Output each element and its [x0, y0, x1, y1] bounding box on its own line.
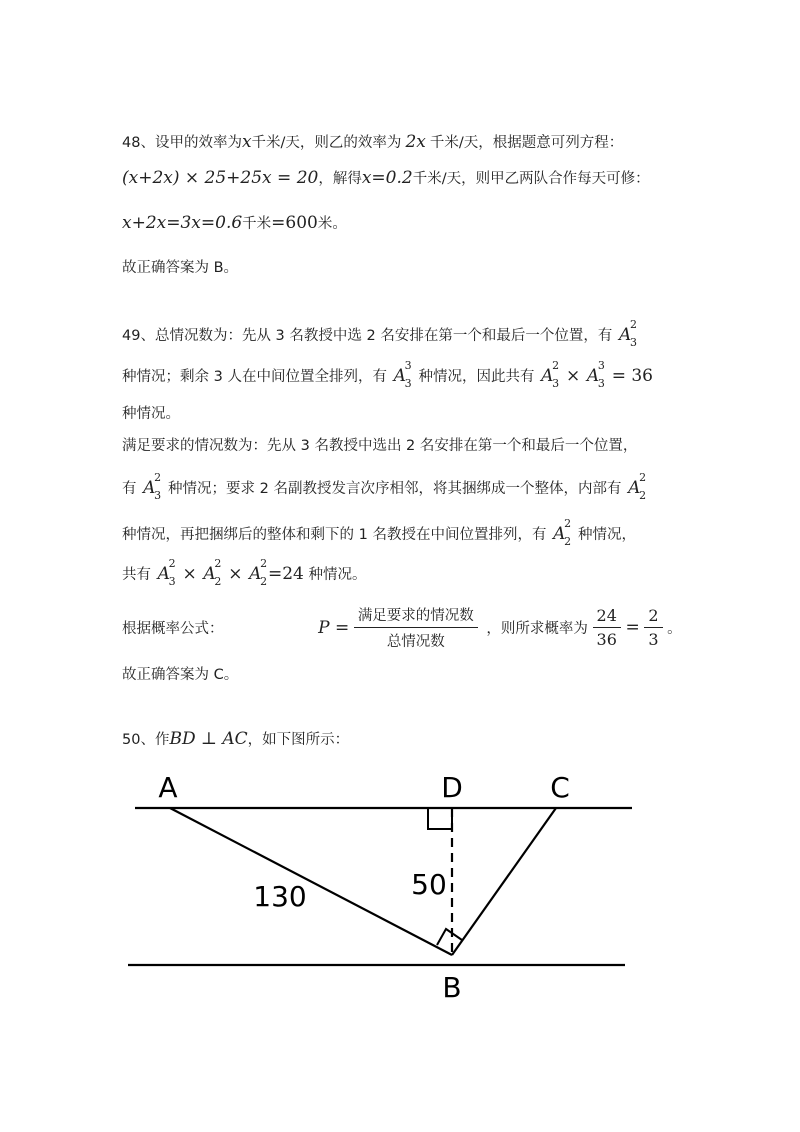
q49-line2: 种情况；剩余 3 人在中间位置全排列，有 A 3 3 种情况，因此共有 A 2 3 × A 3 3 = 36 — [122, 359, 653, 390]
q49-line6: 种情况，再把捆绑后的整体和剩下的 1 名教授在中间位置排列，有 A 2 2 种情况， — [122, 517, 636, 548]
segment-BC — [452, 808, 556, 955]
q50-line1: 50、作BD ⊥ AC，如下图所示： — [122, 729, 350, 749]
q48-line2: (x+2x) × 25+25x = 20，解得x=0.2千米/天，则甲乙两队合作每天可修： — [122, 168, 650, 188]
q49-line7: 共有 A 2 3 × A 2 2 × A 2 2 =24 种情况。 — [122, 557, 367, 588]
label-A: A — [158, 771, 178, 804]
perm-A32: A 2 3 — [618, 318, 637, 349]
q49-line5: 有 A 2 3 种情况；要求 2 名副教授发言次序相邻，将其捆绑成一个整体，内部有 A 2 2 — [122, 471, 647, 502]
segment-AB — [170, 808, 452, 955]
q48-answer: 故正确答案为 B。 — [122, 260, 239, 276]
q49-line3: 种情况。 — [122, 406, 180, 422]
q48-line3: x+2x=3x=0.6千米=600米。 — [122, 213, 347, 233]
label-B: B — [442, 971, 462, 1004]
q48-line1: 48、设甲的效率为x千米/天，则乙的效率为 2x 千米/天，根据题意可列方程： — [122, 132, 624, 152]
length-BD: 50 — [411, 868, 447, 901]
q49-line1: 49、总情况数为：先从 3 名教授中选 2 名安排在第一个和最后一个位置，有 A 2 3 — [122, 318, 637, 349]
q49-answer: 故正确答案为 C。 — [122, 667, 239, 683]
length-AB: 130 — [253, 880, 307, 913]
q49-line4: 满足要求的情况数为：先从 3 名教授中选出 2 名安排在第一个和最后一个位置， — [122, 438, 638, 454]
label-D: D — [441, 771, 463, 804]
label-C: C — [550, 771, 570, 804]
right-angle-marker-D — [428, 808, 452, 829]
q49-line8: 根据概率公式： P = $\frac{\text{满足要求的情况数}}{\text{总情况数}}$ ，则所求概率为 $\frac{24}{36}$ = $\frac{2}{3}$ 。 — [122, 606, 682, 650]
probability-formula: $\frac{\text{满足要求的情况数}}{\text{总情况数}}$ — [354, 604, 478, 651]
right-angle-marker-B — [437, 929, 462, 945]
